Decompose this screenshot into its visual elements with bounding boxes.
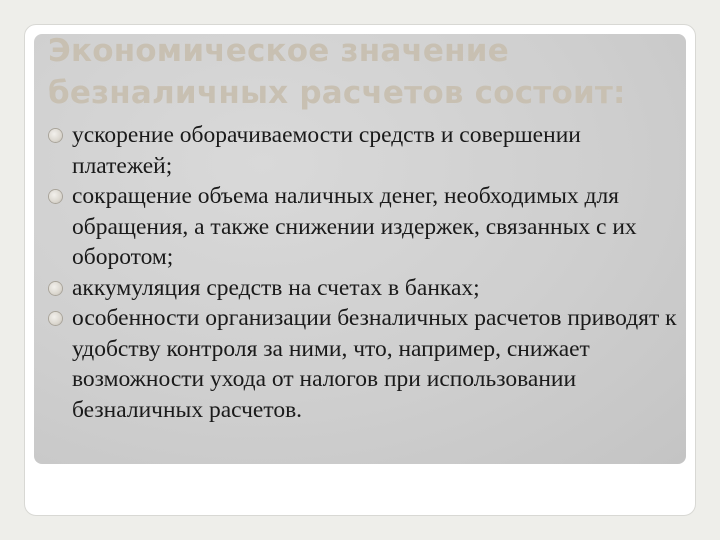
- list-item: [48, 120, 678, 181]
- slide-title: Экономическое значение безналичных расчетов состоит:: [48, 33, 626, 111]
- bullet-text: аккумуляция средств на счетах в банках;: [72, 274, 480, 301]
- bullet-text: ускорение оборачиваемости средств и совершении платежей;: [72, 122, 581, 179]
- bullet-text: особенности организации безналичных расчетов приводят к удобству контроля за ними, что, например, снижает возможности ухода от налогов при использовании безналичных расчетов.: [72, 305, 677, 423]
- list-item: [48, 303, 678, 425]
- bullet-icon: [49, 129, 62, 142]
- bullet-list: [48, 120, 678, 425]
- bullet-text: сокращение объема наличных денег, необходимых для обращения, а также снижении издержек, связанных с их оборотом;: [72, 183, 637, 270]
- list-item: [48, 273, 678, 304]
- list-item: [48, 181, 678, 273]
- bullet-icon: [49, 190, 62, 203]
- bullet-icon: [49, 312, 62, 325]
- bullet-icon: [49, 282, 62, 295]
